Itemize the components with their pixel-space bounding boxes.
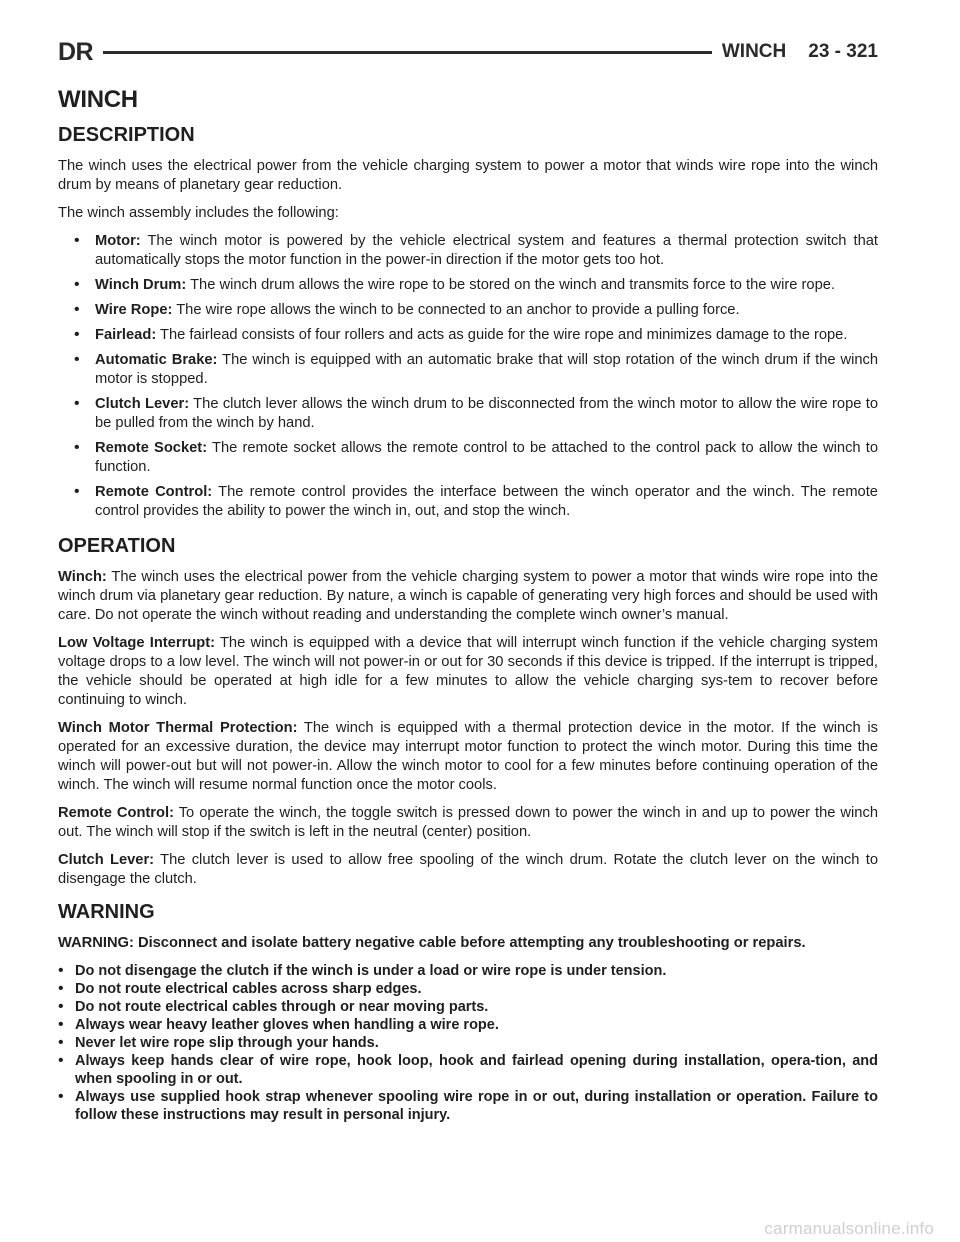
warning-text: Always wear heavy leather gloves when handling a wire rope. — [75, 1017, 499, 1033]
list-item — [58, 483, 878, 521]
page-content — [58, 86, 878, 1124]
item-text: The remote socket allows the remote control to be attached to the control pack to allow the winch to function. — [95, 440, 878, 475]
paragraph-term: Winch Motor Thermal Protection: — [58, 720, 298, 736]
warning-item — [58, 980, 878, 998]
operation-paragraph — [58, 719, 878, 795]
paragraph-term: Clutch Lever: — [58, 852, 155, 868]
item-term: Winch Drum: — [95, 277, 187, 293]
item-term: Automatic Brake: — [95, 352, 218, 368]
paragraph-term: Low Voltage Interrupt: — [58, 635, 216, 651]
item-text: The winch is equipped with an automatic brake that will stop rotation of the winch drum if the winch motor is stopped. — [95, 352, 879, 387]
bullet-icon: • — [58, 998, 64, 1015]
operation-paragraph — [58, 568, 878, 625]
description-heading: DESCRIPTION — [58, 124, 195, 146]
page-title: WINCH — [58, 86, 138, 113]
warning-section — [58, 901, 878, 1124]
warning-item — [58, 1088, 878, 1124]
list-item — [58, 276, 878, 295]
paragraph-term: Winch: — [58, 569, 107, 585]
warning-item — [58, 962, 878, 980]
bullet-icon: • — [74, 301, 80, 318]
item-text: The wire rope allows the winch to be connected to an anchor to provide a pulling force. — [172, 302, 740, 318]
list-item — [58, 301, 878, 320]
paragraph-text: The clutch lever is used to allow free spooling of the winch drum. Rotate the clutch lever on the winch to disengage the clutch. — [58, 852, 878, 887]
description-paragraph: The winch uses the electrical power from the vehicle charging system to power a motor that winds wire rope into the winch drum by means of planetary gear reduction. — [58, 158, 878, 193]
paragraph-term: Remote Control: — [58, 805, 174, 821]
warning-text: Always keep hands clear of wire rope, hook loop, hook and fairlead opening during installation, opera-tion, and when spooling in or out. — [75, 1053, 878, 1087]
list-item — [58, 326, 878, 345]
operation-paragraph — [58, 634, 878, 710]
warning-list — [58, 962, 878, 1124]
warning-text: Do not route electrical cables through or near moving parts. — [75, 999, 489, 1015]
warning-text: Always use supplied hook strap whenever spooling wire rope in or out, during installation or operation. Failure to follow these instructions may result in personal injury. — [75, 1089, 878, 1123]
bullet-icon: • — [74, 232, 80, 249]
page-header — [58, 38, 878, 66]
warning-item — [58, 998, 878, 1016]
description-intro: The winch assembly includes the following: — [58, 205, 339, 221]
item-term: Motor: — [95, 233, 141, 249]
site-watermark: carmanualsonline.info — [764, 1219, 934, 1238]
bullet-icon: • — [74, 351, 80, 368]
warning-item — [58, 1052, 878, 1088]
paragraph-text: To operate the winch, the toggle switch is pressed down to power the winch in and up to power the winch out. The winch will stop if the switch is left in the neutral (center) position. — [58, 805, 878, 840]
item-term: Remote Socket: — [95, 440, 208, 456]
list-item — [58, 395, 878, 433]
paragraph-text: The winch is equipped with a device that will interrupt winch function if the vehicle charging system voltage drops to a low level. The winch will not power-in or out for 30 seconds if this device is tripped. If the interrupt is tripped, the vehicle should be operated at high idle for a few minutes to allow the vehicle charging sys-tem to recover before continuing to winch. — [58, 635, 878, 708]
item-text: The winch motor is powered by the vehicle electrical system and features a thermal protection switch that automatically stops the motor function in the power-in direction if the motor gets too hot. — [95, 233, 878, 268]
header-model: DR — [58, 37, 94, 66]
bullet-icon: • — [74, 483, 80, 500]
operation-paragraph — [58, 804, 878, 842]
bullet-icon: • — [74, 276, 80, 293]
header-section: WINCH — [721, 41, 787, 62]
item-term: Wire Rope: — [95, 302, 173, 318]
warning-item — [58, 1034, 878, 1052]
component-list — [58, 232, 878, 521]
item-text: The winch drum allows the wire rope to be stored on the winch and transmits force to the wire rope. — [186, 277, 836, 293]
operation-heading: OPERATION — [58, 535, 176, 557]
bullet-icon: • — [58, 1016, 64, 1033]
bullet-icon: • — [74, 439, 80, 456]
bullet-icon: • — [58, 1034, 64, 1051]
bullet-icon: • — [58, 1088, 64, 1105]
description-section — [58, 124, 878, 521]
warning-text: Never let wire rope slip through your hands. — [75, 1035, 379, 1051]
item-term: Remote Control: — [95, 484, 213, 500]
bullet-icon: • — [58, 980, 64, 997]
bullet-icon: • — [74, 395, 80, 412]
warning-lead: WARNING: Disconnect and isolate battery negative cable before attempting any troubleshooting or repairs. — [58, 935, 806, 951]
bullet-icon: • — [74, 326, 80, 343]
item-text: The remote control provides the interface between the winch operator and the winch. The remote control provides the ability to power the winch in, out, and stop the winch. — [95, 484, 878, 519]
paragraph-text: The winch is equipped with a thermal protection device in the motor. If the winch is operated for an excessive duration, the device may interrupt motor function to protect the winch motor. During this time the winch will power-out but will not power-in. Allow the winch motor to cool for a few minutes before continuing operation of the winch. The winch will resume normal function once the motor cools. — [58, 720, 878, 793]
paragraph-text: The winch uses the electrical power from the vehicle charging system to power a motor that winds wire rope into the winch drum via planetary gear reduction. By nature, a winch is capable of generating very high forces and should be used with care. Do not operate the winch without reading and understanding the complete winch owner’s manual. — [58, 569, 878, 623]
warning-item — [58, 1016, 878, 1034]
operation-paragraph — [58, 851, 878, 889]
warning-heading: WARNING — [58, 901, 155, 923]
warning-text: Do not disengage the clutch if the winch is under a load or wire rope is under tension. — [75, 963, 667, 979]
warning-text: Do not route electrical cables across sharp edges. — [75, 981, 422, 997]
bullet-icon: • — [58, 962, 64, 979]
item-text: The fairlead consists of four rollers and acts as guide for the wire rope and minimizes damage to the rope. — [156, 327, 848, 343]
list-item — [58, 232, 878, 270]
list-item — [58, 439, 878, 477]
list-item — [58, 351, 878, 389]
header-rule — [103, 51, 712, 54]
header-page-number: 23 - 321 — [808, 41, 878, 62]
bullet-icon: • — [58, 1052, 64, 1069]
item-term: Clutch Lever: — [95, 396, 190, 412]
item-text: The clutch lever allows the winch drum to be disconnected from the winch motor to allow the wire rope to be pulled from the winch by hand. — [95, 396, 878, 431]
operation-section — [58, 535, 878, 889]
item-term: Fairlead: — [95, 327, 157, 343]
